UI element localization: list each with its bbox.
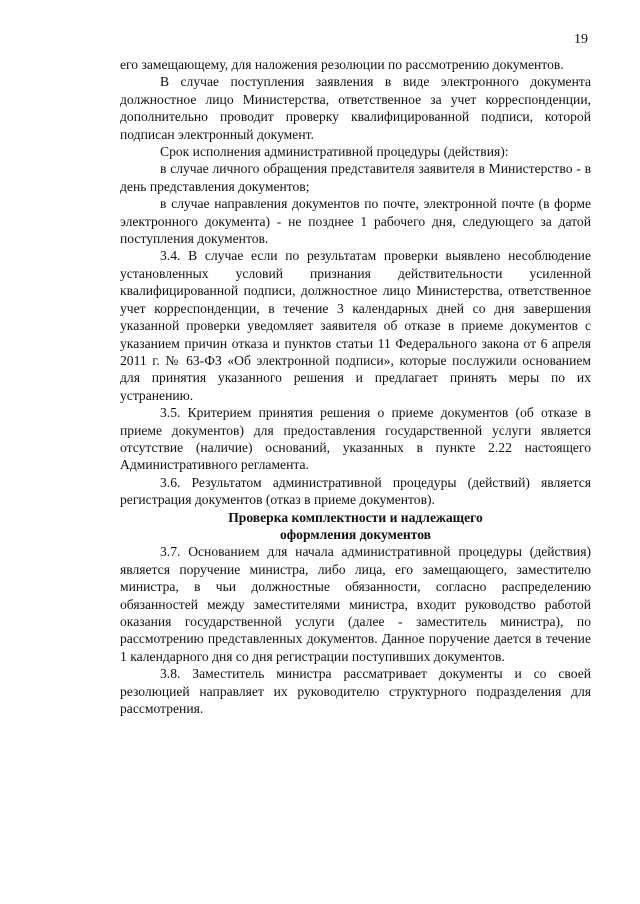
section-heading-line-1: Проверка комплектности и надлежащего [228, 509, 483, 525]
section-heading-line-2: оформления документов [279, 526, 432, 542]
paragraph-3-7: 3.7. Основанием для начала административной процедуры (действия) является поручение министра, либо лица, его замещающего, заместителю министра, в чьи должностные обязанности, согласно распределению обязанностей между заместителями министра, входит руководство работой оказания государственной услуги (далее - заместитель министра), по рассмотрению представленных документов. Данное поручение дается в течение 1 календарного дня со дня регистрации поступивших документов. [120, 544, 591, 664]
paragraph-3-8: 3.8. Заместитель министра рассматривает документы и со своей резолюцией направляет их руководителю структурного подразделения для рассмотрения. [120, 666, 591, 717]
document-body [120, 56, 591, 717]
paragraph-3-6: 3.6. Результатом административной процедуры (действий) является регистрация документов (отказ в приеме документов). [120, 474, 591, 508]
page-number: 19 [574, 32, 588, 47]
paragraph-electronic-document: В случае поступления заявления в виде электронного документа должностное лицо Министерства, ответственное за учет корреспонденции, дополнительно проводит проверку квалифицированной подписи, которой подписан электронный документ. [120, 74, 591, 142]
paragraph-3-5: 3.5. Критерием принятия решения о приеме документов (об отказе в приеме документов) для предоставления государственной услуги является отсутствие (наличие) оснований, указанных в пункте 2.22 настоящего Административного регламента. [120, 405, 591, 473]
paragraph-deadline-mail: в случае направления документов по почте, электронной почте (в форме электронного документа) - не позднее 1 рабочего дня, следующего за датой поступления документов. [120, 196, 591, 247]
paragraph-continuation: его замещающему, для наложения резолюции по рассмотрению документов. [120, 57, 564, 72]
paragraph-deadline-intro: Срок исполнения административной процедуры (действия): [160, 144, 509, 160]
paragraph-deadline-personal: в случае личного обращения представителя заявителя в Министерство - в день представления документов; [120, 161, 591, 194]
paragraph-3-4: 3.4. В случае если по результатам проверки выявлено несоблюдение установленных условий признания действительности усиленной квалифицированной подписи, должностное лицо Министерства, ответственное учет корреспонденции, в течение 3 календарных дней со дня завершения указанной проверки уведомляет заявителя об отказе в приеме документов с указанием причин отказа и пунктов статьи 11 Федерального закона от 6 апреля 2011 г. № 63-ФЗ «Об электронной подписи», которые послужили основанием для принятия указанного решения и предлагает принять меры по их устранению. [120, 248, 591, 403]
section-heading [120, 509, 591, 544]
